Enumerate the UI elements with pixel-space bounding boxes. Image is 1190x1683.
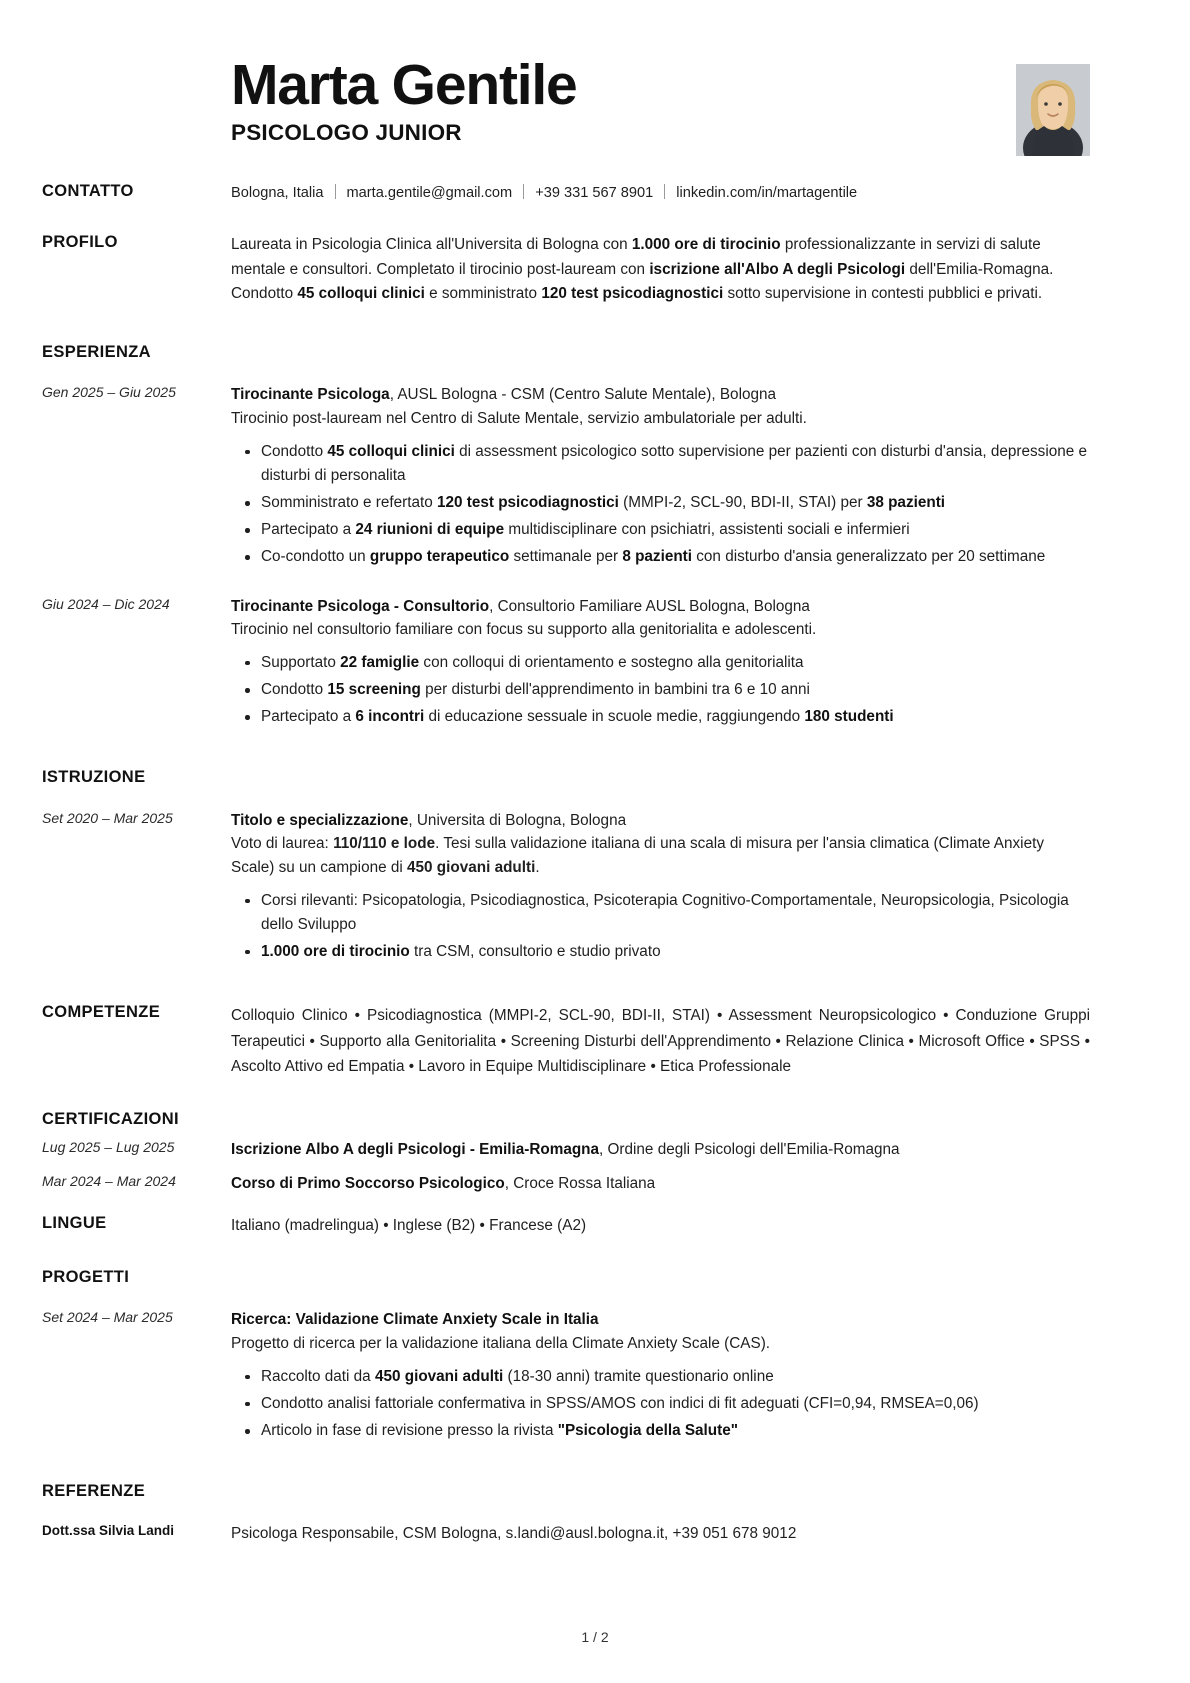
entry-row bbox=[0, 809, 1190, 968]
section-heading-istruzione: ISTRUZIONE bbox=[42, 768, 146, 787]
languages-heading-col bbox=[42, 1214, 231, 1232]
contact-linkedin[interactable]: linkedin.com/in/martagentile bbox=[676, 185, 858, 201]
education-entries bbox=[0, 809, 1190, 968]
entry-title-main: Iscrizione Albo A degli Psicologi - Emilia-Romagna bbox=[231, 1141, 600, 1159]
experience-entries bbox=[0, 383, 1190, 732]
languages-list: Italiano (madrelingua) • Inglese (B2) • Francese (A2) bbox=[231, 1216, 587, 1234]
certification-entries bbox=[0, 1138, 1190, 1195]
languages-section bbox=[0, 1214, 1190, 1238]
section-heading-referenze: REFERENZE bbox=[42, 1482, 146, 1501]
entry-title-org: , Consultorio Familiare AUSL Bologna, Bologna bbox=[489, 597, 810, 615]
emphasis: 1.000 ore di tirocinio bbox=[631, 235, 781, 253]
emphasis: 45 colloqui clinici bbox=[327, 442, 455, 460]
list-item: Condotto 15 screening per disturbi dell'apprendimento in bambini tra 6 e 10 anni bbox=[261, 678, 1090, 702]
contact-email[interactable]: marta.gentile@gmail.com bbox=[346, 185, 513, 201]
entry-title-main: Tirocinante Psicologa - Consultorio bbox=[231, 597, 490, 615]
entry-content bbox=[231, 1172, 1090, 1196]
reference-row bbox=[0, 1522, 1190, 1546]
emphasis: gruppo terapeutico bbox=[369, 548, 510, 566]
emphasis: "Psicologia della Salute" bbox=[557, 1422, 738, 1440]
avatar bbox=[1016, 64, 1090, 156]
entry-date-range: Gen 2025 – Giu 2025 bbox=[42, 384, 176, 401]
entry-date-col bbox=[42, 809, 231, 827]
contact-content bbox=[231, 182, 1090, 205]
emphasis: 38 pazienti bbox=[866, 494, 946, 512]
contact-line bbox=[231, 182, 1090, 205]
entry-date-col bbox=[42, 383, 231, 401]
emphasis: 120 test psicodiagnostici bbox=[436, 494, 619, 512]
emphasis: 450 giovani adulti bbox=[407, 858, 536, 876]
entry-content bbox=[231, 595, 1090, 733]
entry-row bbox=[0, 595, 1190, 733]
entry-bullet-list bbox=[231, 440, 1090, 570]
emphasis: 6 incontri bbox=[355, 708, 425, 726]
entry-title bbox=[231, 1138, 1090, 1162]
entry-bullet-list bbox=[231, 651, 1090, 729]
emphasis: 8 pazienti bbox=[622, 548, 693, 566]
page-title: Marta Gentile bbox=[231, 53, 577, 117]
section-heading-progetti: PROGETTI bbox=[42, 1268, 130, 1287]
education-section-header bbox=[0, 768, 1190, 786]
emphasis: 22 famiglie bbox=[340, 653, 420, 671]
entry-title-org: , Ordine degli Psicologi dell'Emilia-Romagna bbox=[599, 1141, 900, 1159]
entry-title-org: , Universita di Bologna, Bologna bbox=[408, 811, 627, 829]
emphasis: 110/110 e lode bbox=[333, 835, 436, 853]
education-heading-col bbox=[42, 768, 231, 786]
entry-subtitle: Voto di laurea: 110/110 e lode. Tesi sulla validazione italiana di una scala di misura per l'ansia climatica (Climate Anxiety Scale) su un campione di 450 giovani adulti. bbox=[231, 835, 1044, 876]
entry-title bbox=[231, 595, 1090, 619]
entry-date-range: Mar 2024 – Mar 2024 bbox=[42, 1173, 176, 1190]
skills-content bbox=[231, 1003, 1090, 1080]
entry-bullet-list bbox=[231, 889, 1090, 964]
contact-divider bbox=[664, 184, 665, 199]
experience-section-header bbox=[0, 343, 1190, 361]
entry-date-range: Giu 2024 – Dic 2024 bbox=[42, 595, 170, 612]
entry-content bbox=[231, 1138, 1090, 1162]
entry-title-main: Ricerca: Validazione Climate Anxiety Scale in Italia bbox=[231, 1311, 599, 1329]
entry-content bbox=[231, 1308, 1090, 1446]
entry-title bbox=[231, 1172, 1090, 1196]
profile-content bbox=[231, 233, 1090, 307]
list-item: Condotto analisi fattoriale confermativa in SPSS/AMOS con indici di fit adeguati (CFI=0,94, RMSEA=0,06) bbox=[261, 1392, 1090, 1416]
entry-date-range: Set 2020 – Mar 2025 bbox=[42, 809, 173, 826]
emphasis: 45 colloqui clinici bbox=[297, 285, 425, 303]
entry-date-col bbox=[42, 1172, 231, 1190]
entry-row bbox=[0, 383, 1190, 572]
entry-subtitle: Progetto di ricerca per la validazione italiana della Climate Anxiety Scale (CAS). bbox=[231, 1335, 771, 1353]
reference-content bbox=[231, 1522, 1090, 1546]
emphasis: 120 test psicodiagnostici bbox=[541, 285, 724, 303]
entry-title-org: , Croce Rossa Italiana bbox=[504, 1175, 656, 1193]
entry-subtitle: Tirocinio nel consultorio familiare con focus su supporto alla genitorialita e adolescenti. bbox=[231, 621, 817, 639]
projects-section-header bbox=[0, 1268, 1190, 1286]
reference-entries bbox=[0, 1522, 1190, 1546]
contact-phone[interactable]: +39 331 567 8901 bbox=[535, 185, 654, 201]
list-item: Somministrato e refertato 120 test psicodiagnostici (MMPI-2, SCL-90, BDI-II, STAI) per 38 pazienti bbox=[261, 491, 1090, 515]
entry-row bbox=[0, 1138, 1190, 1162]
emphasis: iscrizione all'Albo A degli Psicologi bbox=[649, 260, 906, 278]
job-title: PSICOLOGO JUNIOR bbox=[231, 120, 462, 146]
entry-content bbox=[231, 809, 1090, 968]
emphasis: 180 studenti bbox=[804, 708, 894, 726]
contact-heading-col bbox=[42, 182, 231, 200]
list-item: Articolo in fase di revisione presso la rivista "Psicologia della Salute" bbox=[261, 1419, 1090, 1443]
entry-row bbox=[0, 1308, 1190, 1446]
section-heading-profilo: PROFILO bbox=[42, 232, 118, 251]
entry-subtitle: Tirocinio post-lauream nel Centro di Salute Mentale, servizio ambulatoriale per adulti. bbox=[231, 410, 807, 428]
section-heading-contatto: CONTATTO bbox=[42, 182, 134, 200]
languages-content bbox=[231, 1214, 1090, 1238]
entry-title bbox=[231, 383, 1090, 407]
profile-text: Laureata in Psicologia Clinica all'Universita di Bologna con 1.000 ore di tirocinio professionalizzante in servizi di salute mentale e consultori. Completato il tirocinio post-lauream con iscrizione all'Albo A degli Psicologi dell'Emilia-Romagna. Condotto 45 colloqui clinici e somministrato 120 test psicodiagnostici sotto supervisione in contesti pubblici e privati. bbox=[231, 235, 1054, 303]
project-entries bbox=[0, 1308, 1190, 1446]
profile-section bbox=[0, 233, 1190, 307]
entry-title-main: Titolo e specializzazione bbox=[231, 811, 409, 829]
list-item: Co-condotto un gruppo terapeutico settimanale per 8 pazienti con disturbo d'ansia generalizzato per 20 settimane bbox=[261, 545, 1090, 569]
list-item: Raccolto dati da 450 giovani adulti (18-30 anni) tramite questionario online bbox=[261, 1365, 1090, 1389]
contact-divider bbox=[335, 184, 336, 199]
skills-list: Colloquio Clinico • Psicodiagnostica (MMPI-2, SCL-90, BDI-II, STAI) • Assessment Neuropsicologico • Conduzione Gruppi Terapeutici • Supporto alla Genitorialita • Screening Disturbi dell'Apprendimento • Relazione Clinica • Microsoft Office • SPSS • Ascolto Attivo ed Empatia • Lavoro in Equipe Multidisciplinare • Etica Professionale bbox=[231, 1007, 1090, 1076]
emphasis: 1.000 ore di tirocinio bbox=[261, 942, 410, 960]
entry-date-range: Set 2024 – Mar 2025 bbox=[42, 1309, 173, 1326]
emphasis: 24 riunioni di equipe bbox=[355, 521, 505, 539]
experience-heading-col bbox=[42, 343, 231, 361]
entry-date-range: Lug 2025 – Lug 2025 bbox=[42, 1139, 175, 1156]
emphasis: 450 giovani adulti bbox=[374, 1367, 504, 1385]
entry-date-col bbox=[42, 1308, 231, 1326]
certifications-section-header bbox=[0, 1110, 1190, 1128]
section-heading-esperienza: ESPERIENZA bbox=[42, 343, 151, 362]
contact-section bbox=[0, 182, 1190, 205]
entry-title-main: Tirocinante Psicologa bbox=[231, 386, 390, 404]
entry-date-col bbox=[42, 1138, 231, 1156]
section-heading-lingue: LINGUE bbox=[42, 1213, 107, 1232]
list-item: Condotto 45 colloqui clinici di assessment psicologico sotto supervisione per pazienti con disturbi d'ansia, depressione e disturbi di personalita bbox=[261, 440, 1090, 488]
section-heading-competenze: COMPETENZE bbox=[42, 1003, 161, 1022]
list-item: Supportato 22 famiglie con colloqui di orientamento e sostegno alla genitorialita bbox=[261, 651, 1090, 675]
contact-location: Bologna, Italia bbox=[231, 185, 324, 201]
reference-name: Dott.ssa Silvia Landi bbox=[42, 1523, 175, 1539]
entry-bullet-list bbox=[231, 1365, 1090, 1443]
references-section-header bbox=[0, 1482, 1190, 1500]
references-heading-col bbox=[42, 1482, 231, 1500]
skills-heading-col bbox=[42, 1003, 231, 1021]
list-item: Partecipato a 6 incontri di educazione sessuale in scuole medie, raggiungendo 180 studenti bbox=[261, 705, 1090, 729]
certifications-heading-col bbox=[42, 1110, 231, 1128]
list-item: Corsi rilevanti: Psicopatologia, Psicodiagnostica, Psicoterapia Cognitivo-Comportamentale, Neuropsicologia, Psicologia dello Sviluppo bbox=[261, 889, 1090, 937]
entry-title bbox=[231, 1308, 1090, 1332]
entry-title-org: , AUSL Bologna - CSM (Centro Salute Mentale), Bologna bbox=[389, 386, 776, 404]
entry-title-main: Corso di Primo Soccorso Psicologico bbox=[231, 1175, 505, 1193]
entry-title bbox=[231, 809, 1090, 833]
projects-heading-col bbox=[42, 1268, 231, 1286]
resume-header bbox=[0, 0, 1190, 174]
list-item: Partecipato a 24 riunioni di equipe multidisciplinare con psichiatri, assistenti sociali e infermieri bbox=[261, 518, 1090, 542]
contact-divider bbox=[523, 184, 524, 199]
entry-row bbox=[0, 1172, 1190, 1196]
entry-content bbox=[231, 383, 1090, 572]
entry-date-col bbox=[42, 595, 231, 613]
avatar-illustration bbox=[1016, 64, 1090, 156]
reference-details: Psicologa Responsabile, CSM Bologna, s.landi@ausl.bologna.it, +39 051 678 9012 bbox=[231, 1525, 797, 1543]
profile-heading-col bbox=[42, 233, 231, 251]
skills-section bbox=[0, 1003, 1190, 1080]
emphasis: 15 screening bbox=[327, 681, 421, 699]
reference-name-col bbox=[42, 1522, 231, 1540]
page-indicator: 1 / 2 bbox=[581, 1629, 609, 1645]
section-heading-certificazioni: CERTIFICAZIONI bbox=[42, 1110, 179, 1129]
list-item: 1.000 ore di tirocinio tra CSM, consultorio e studio privato bbox=[261, 940, 1090, 964]
